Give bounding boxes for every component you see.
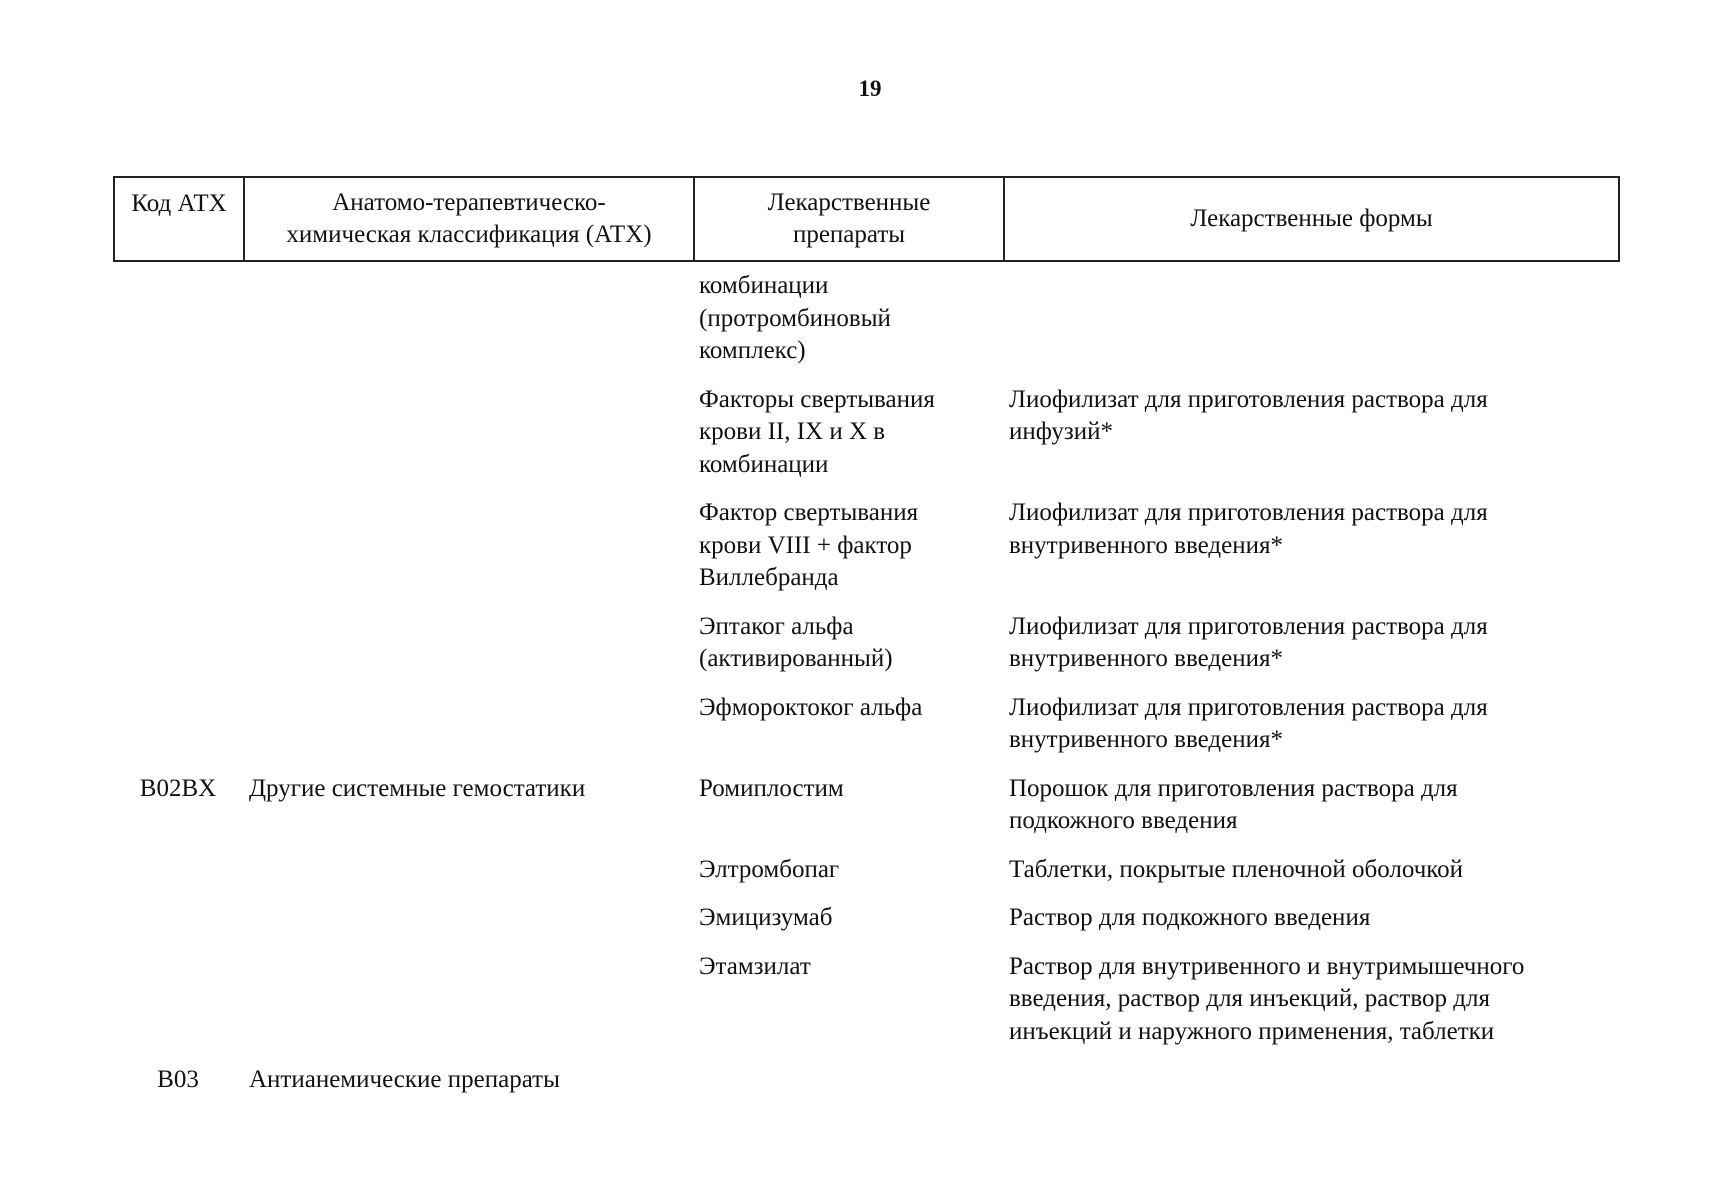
drug-name-line: комплекс) [699, 337, 806, 364]
atc-classification: Другие системные гемостатики [249, 774, 586, 802]
drug-name-line: Эмицизумаб [699, 904, 833, 931]
atc-code [113, 384, 243, 482]
header-code [114, 177, 244, 261]
dosage-form-line: Лиофилизат для приготовления раствора для [1009, 612, 1488, 640]
dosage-form-line: Лиофилизат для приготовления раствора для [1009, 693, 1488, 721]
atc-classification [243, 497, 693, 595]
dosage-form-line: внутривенного введения* [1009, 531, 1283, 559]
drug-name [693, 611, 1003, 676]
table-row [113, 497, 1618, 595]
atc-classification [243, 951, 693, 1049]
drug-name-line: (протромбиновый [699, 304, 891, 332]
table-row [113, 951, 1618, 1049]
header-classification [244, 177, 694, 261]
drug-name-line: Элтромбопаг [699, 855, 840, 883]
dosage-form [1003, 854, 1618, 887]
drug-name [693, 692, 1003, 757]
header-drugs-line-2: препараты [792, 221, 906, 248]
atc-code [113, 951, 243, 1049]
drug-name-line: (активированный) [699, 645, 893, 672]
page-number: 19 [858, 76, 882, 101]
table-row [113, 692, 1618, 757]
drug-name-line: Фактор свертывания [699, 499, 919, 526]
dosage-form [1003, 951, 1618, 1049]
atc-classification [243, 270, 693, 368]
dosage-form [1003, 773, 1618, 838]
header-forms-label: Лекарственные формы [1190, 205, 1433, 232]
dosage-form-line: внутривенного введения* [1009, 726, 1283, 753]
dosage-form-line: инъекций и наружного применения, таблетки [1009, 1017, 1495, 1045]
header-drugs [694, 177, 1004, 261]
dosage-form [1003, 270, 1618, 368]
atc-code [113, 497, 243, 595]
header-classification-line-1: Анатомо-терапевтическо- [332, 189, 606, 216]
header-code-label: Код АТХ [131, 190, 227, 217]
drug-name-line: Факторы свертывания [699, 385, 935, 413]
atc-classification [243, 902, 693, 935]
atc-code: B02BX [139, 774, 217, 802]
drug-name [693, 773, 1003, 838]
dosage-form-line: инфузий* [1009, 418, 1113, 445]
header-classification-line-2: химическая классификация (АТХ) [286, 221, 652, 248]
atc-code [113, 692, 243, 757]
atc-code: B03 [157, 1066, 199, 1093]
drug-name-line: Эфмороктоког альфа [699, 693, 923, 721]
drug-name-line: комбинации [699, 272, 829, 299]
drug-name [693, 384, 1003, 482]
atc-classification [243, 854, 693, 887]
dosage-form [1003, 497, 1618, 595]
drug-name [693, 951, 1003, 1049]
drug-name [693, 270, 1003, 368]
drug-name-line: крови VIII + фактор [699, 531, 912, 559]
table-row [113, 854, 1618, 887]
atc-classification [243, 611, 693, 676]
atc-classification [243, 384, 693, 482]
dosage-form [1003, 384, 1618, 482]
dosage-form-line: Лиофилизат для приготовления раствора для [1009, 499, 1488, 526]
atc-code [113, 611, 243, 676]
dosage-form [1003, 1064, 1618, 1097]
atc-classification [243, 692, 693, 757]
atc-code [113, 902, 243, 935]
dosage-form [1003, 902, 1618, 935]
table-row [113, 611, 1618, 676]
header-drugs-line-1: Лекарственные [767, 189, 931, 216]
header-forms [1004, 177, 1619, 261]
table-row [113, 902, 1618, 935]
dosage-form-line: Лиофилизат для приготовления раствора для [1009, 385, 1488, 413]
drug-name-line: комбинации [699, 450, 829, 478]
table-body [113, 270, 1618, 1113]
dosage-form-line: Порошок для приготовления раствора для [1009, 774, 1458, 802]
drug-name-line: Эптаког альфа [699, 612, 854, 640]
drug-name [693, 497, 1003, 595]
table-header [113, 176, 1620, 262]
table-row [113, 1064, 1618, 1097]
dosage-form-line: Раствор для подкожного введения [1009, 904, 1371, 931]
dosage-form [1003, 692, 1618, 757]
drug-name [693, 902, 1003, 935]
dosage-form-line: подкожного введения [1009, 807, 1238, 834]
drug-name-line: Ромиплостим [699, 774, 844, 802]
table-row [113, 270, 1618, 368]
drug-name-line: крови II, IX и X в [699, 418, 886, 445]
drug-name-line: Этамзилат [699, 952, 811, 980]
dosage-form-line: Раствор для внутривенного и внутримышечного [1009, 952, 1525, 980]
atc-code [113, 854, 243, 887]
drug-name [693, 1064, 1003, 1097]
dosage-form-line: внутривенного введения* [1009, 645, 1283, 672]
atc-classification: Антианемические препараты [249, 1066, 560, 1093]
table-row [113, 384, 1618, 482]
table-row [113, 773, 1618, 838]
drug-name [693, 854, 1003, 887]
drug-name-line: Виллебранда [699, 564, 839, 591]
dosage-form-line: введения, раствор для инъекций, раствор для [1009, 985, 1491, 1012]
dosage-form-line: Таблетки, покрытые пленочной оболочкой [1009, 855, 1464, 883]
atc-code [113, 270, 243, 368]
dosage-form [1003, 611, 1618, 676]
